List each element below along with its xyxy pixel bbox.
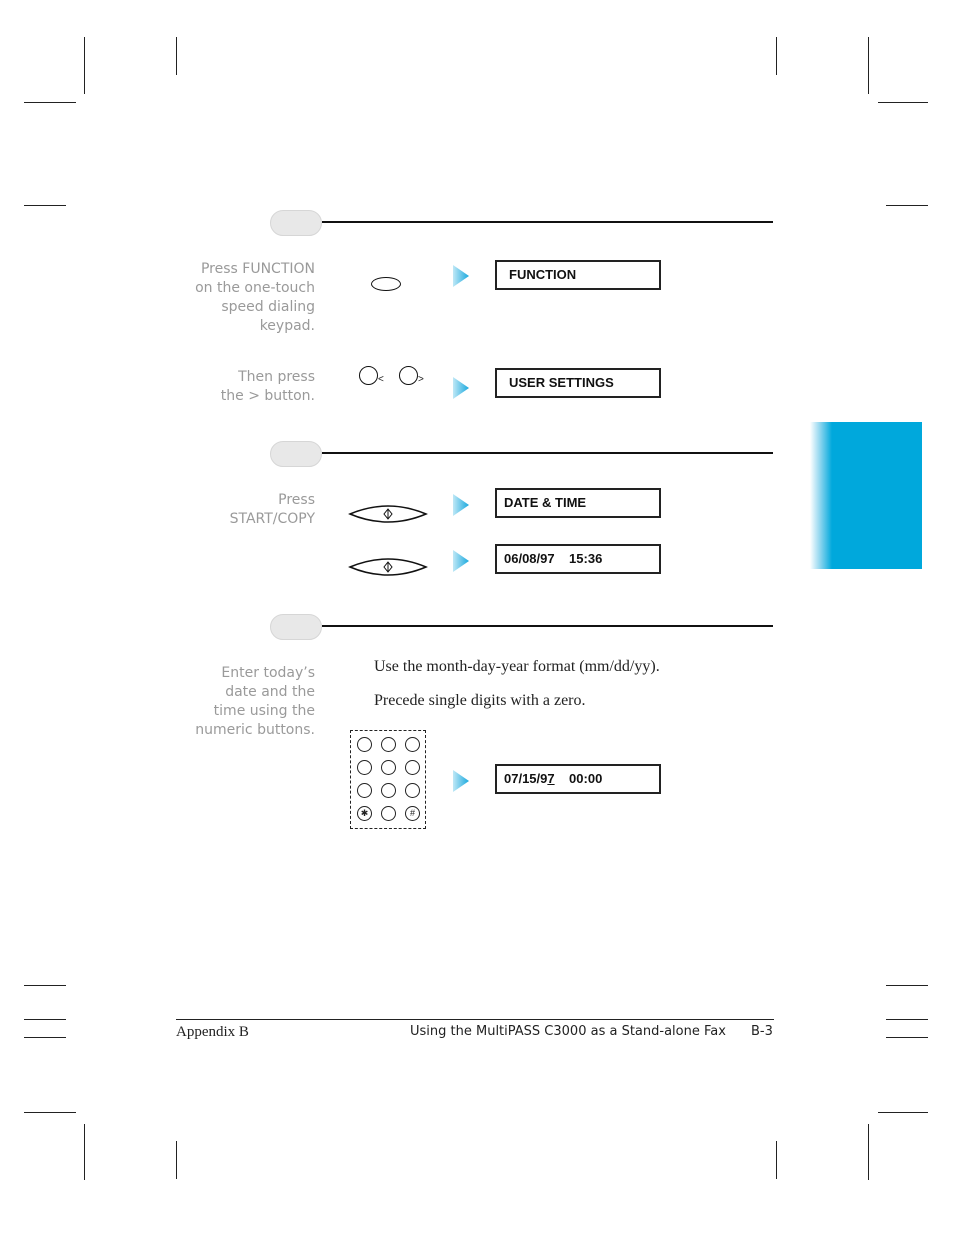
- numeric-keypad-icon: [350, 730, 426, 829]
- lcd-time: 00:00: [554, 771, 603, 786]
- zero-instruction: Precede single digits with a zero.: [374, 692, 586, 709]
- lcd-date-prefix: 07/15/9: [504, 771, 548, 786]
- keypad-key: [357, 783, 372, 798]
- arrow-icon: [452, 493, 470, 517]
- keypad-key: [381, 760, 396, 775]
- step2-instruction: Press START/COPY: [229, 492, 315, 527]
- step-marker-1: [270, 210, 322, 236]
- footer-title: Using the MultiPASS C3000 as a Stand-alone Fax: [410, 1024, 726, 1039]
- keypad-key: [381, 806, 396, 821]
- keypad-hash-key: #: [405, 806, 420, 821]
- lcd-display: DATE & TIME: [495, 488, 661, 518]
- step3-instruction: Enter today’s date and the time using the numeric buttons.: [195, 665, 315, 738]
- page-number: B-3: [751, 1024, 773, 1039]
- right-key-label: >: [418, 374, 424, 385]
- keypad-key: [405, 783, 420, 798]
- arrow-icon: [452, 264, 470, 288]
- keypad-key: [381, 737, 396, 752]
- format-instruction: Use the month-day-year format (mm/dd/yy).: [374, 658, 660, 675]
- function-key-icon: [371, 277, 401, 291]
- lcd-display: USER SETTINGS: [495, 368, 661, 398]
- start-copy-button-icon: [348, 502, 428, 526]
- arrow-icon: [452, 769, 470, 793]
- lcd-display: [495, 764, 661, 794]
- arrow-icon: [452, 376, 470, 400]
- keypad-key: [381, 783, 396, 798]
- lcd-cursor-digit: 7: [547, 771, 555, 786]
- footer-left: Appendix B: [176, 1024, 249, 1040]
- lcd-display: FUNCTION: [495, 260, 661, 290]
- chapter-tab: [810, 422, 922, 569]
- right-arrow-button-icon: [399, 366, 418, 385]
- keypad-key: [405, 760, 420, 775]
- keypad-star-key: ✱: [357, 806, 372, 821]
- lcd-display: 06/08/97 15:36: [495, 544, 661, 574]
- step-rule-1: [322, 221, 773, 223]
- step-marker-2: [270, 441, 322, 467]
- step1-instruction: Press FUNCTION on the one-touch speed dialing keypad.: [195, 261, 315, 334]
- keypad-key: [357, 760, 372, 775]
- start-copy-button-icon: [348, 555, 428, 579]
- keypad-key: [405, 737, 420, 752]
- step-marker-3: [270, 614, 322, 640]
- left-arrow-button-icon: [359, 366, 378, 385]
- arrow-icon: [452, 549, 470, 573]
- step-rule-2: [322, 452, 773, 454]
- footer-rule: [176, 1019, 774, 1020]
- keypad-key: [357, 737, 372, 752]
- step-rule-3: [322, 625, 773, 627]
- left-key-label: <: [378, 374, 384, 385]
- step1b-instruction: Then press the > button.: [220, 369, 315, 404]
